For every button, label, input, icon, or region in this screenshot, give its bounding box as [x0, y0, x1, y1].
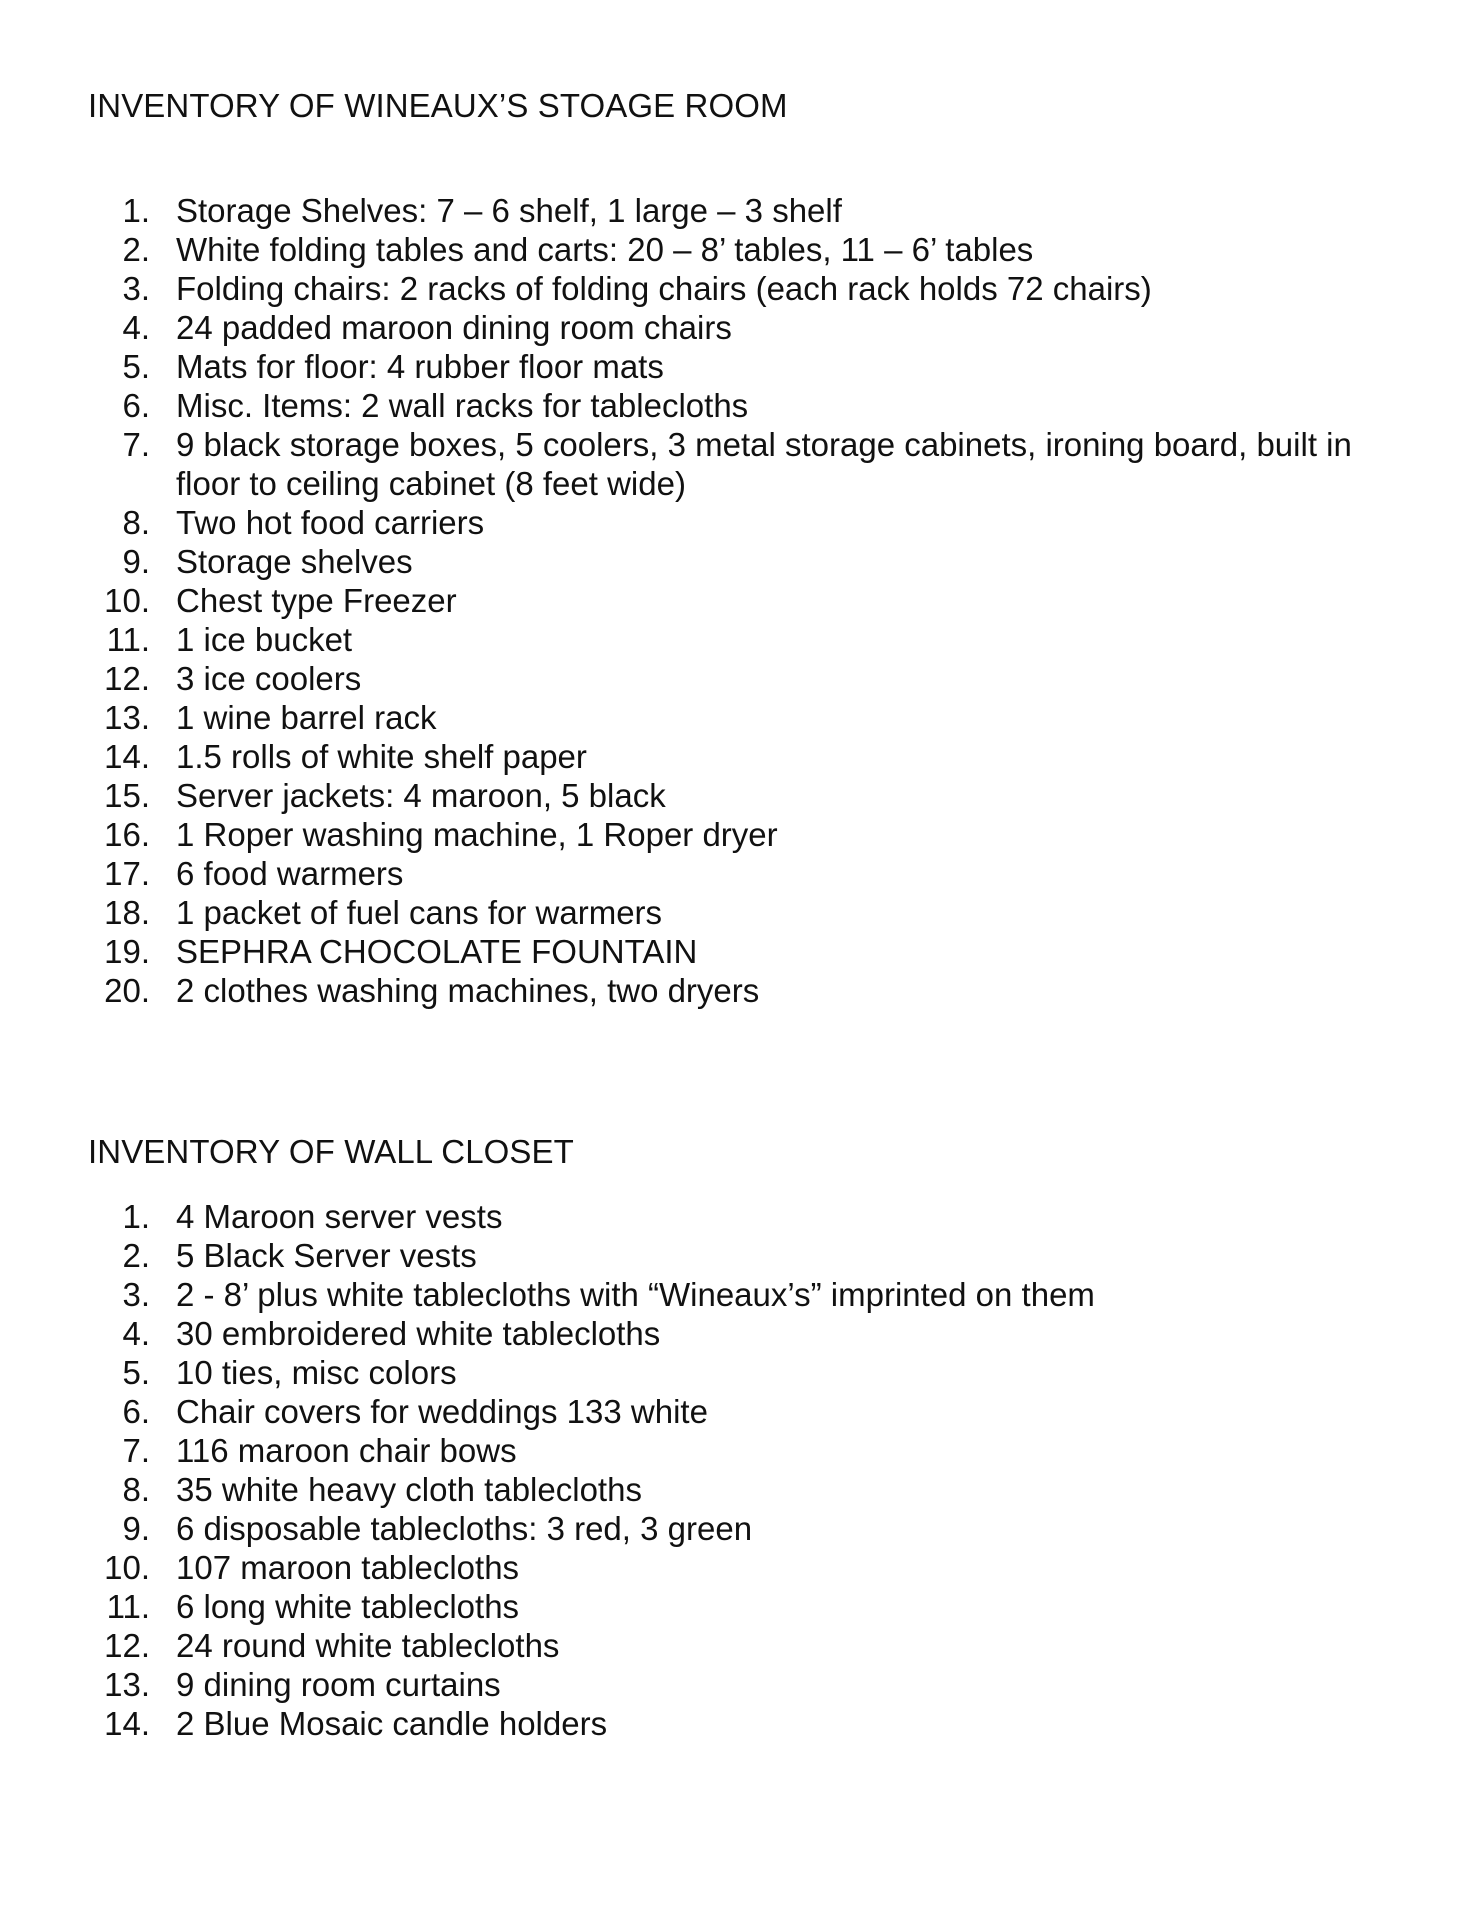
- list-item-number: 7.: [122, 426, 150, 463]
- list-item: [0, 854, 1484, 893]
- list-item-text: Folding chairs: 2 racks of folding chairs (each rack holds 72 chairs): [176, 270, 1152, 307]
- list-item-number: 5.: [122, 348, 150, 385]
- list-item: [0, 620, 1484, 659]
- list-item-number: 1.: [122, 1198, 150, 1235]
- list-item: [0, 815, 1484, 854]
- list-item-text: 2 - 8’ plus white tablecloths with “Wineaux’s” imprinted on them: [176, 1276, 1095, 1313]
- list-item-text: 1 ice bucket: [176, 621, 353, 658]
- list-item-text: 3 ice coolers: [176, 660, 362, 697]
- list-item-text: 107 maroon tablecloths: [176, 1549, 520, 1586]
- list-item-number: 2.: [122, 231, 150, 268]
- list-item: [0, 737, 1484, 776]
- list-item-text: Storage Shelves: 7 – 6 shelf, 1 large – 3 shelf: [176, 192, 842, 229]
- list-item-text: SEPHRA CHOCOLATE FOUNTAIN: [176, 933, 698, 970]
- list-item: [0, 425, 1484, 503]
- list-item-number: 3.: [122, 270, 150, 307]
- list-item: [0, 1197, 1484, 1236]
- list-item-number: 1.: [122, 192, 150, 229]
- list-item-number: 14.: [104, 738, 150, 775]
- list-item-text: 10 ties, misc colors: [176, 1354, 457, 1391]
- list-item-number: 12.: [104, 1627, 150, 1664]
- list-item-number: 15.: [104, 777, 150, 814]
- list-item: [0, 1314, 1484, 1353]
- list-item-number: 10.: [104, 582, 150, 619]
- list-item-text: 6 food warmers: [176, 855, 404, 892]
- list-item: [0, 308, 1484, 347]
- list-item-number: 4.: [122, 309, 150, 346]
- list-item: [0, 659, 1484, 698]
- list-item-number: 19.: [104, 933, 150, 970]
- list-item-number: 10.: [104, 1549, 150, 1586]
- list-item: [0, 1704, 1484, 1743]
- list-item-number: 18.: [104, 894, 150, 931]
- list-item: [0, 1275, 1484, 1314]
- list-item-text: 6 long white tablecloths: [176, 1588, 520, 1625]
- list-item-text: 9 black storage boxes, 5 coolers, 3 metal storage cabinets, ironing board, built in floor to ceiling cabinet (8 feet wide): [176, 426, 1352, 502]
- list-item: [0, 776, 1484, 815]
- list-item: [0, 191, 1484, 230]
- list-item-number: 8.: [122, 504, 150, 541]
- list-item: [0, 269, 1484, 308]
- list-item-text: 4 Maroon server vests: [176, 1198, 503, 1235]
- list-item: [0, 698, 1484, 737]
- list-item-text: 2 Blue Mosaic candle holders: [176, 1705, 608, 1742]
- list-item-text: 116 maroon chair bows: [176, 1432, 517, 1469]
- list-item: [0, 230, 1484, 269]
- list-item-number: 11.: [106, 1588, 150, 1625]
- list-item: [0, 1548, 1484, 1587]
- list-item: [0, 503, 1484, 542]
- wall-closet-heading: INVENTORY OF WALL CLOSET: [88, 1133, 574, 1170]
- list-item-number: 9.: [122, 543, 150, 580]
- list-item-number: 3.: [122, 1276, 150, 1313]
- list-item-text: 35 white heavy cloth tablecloths: [176, 1471, 642, 1508]
- list-item: [0, 893, 1484, 932]
- list-item-number: 12.: [104, 660, 150, 697]
- list-item: [0, 1470, 1484, 1509]
- list-item-number: 17.: [104, 855, 150, 892]
- storage-room-heading: INVENTORY OF WINEAUX’S STOAGE ROOM: [88, 87, 788, 124]
- storage-room-list: [0, 191, 1484, 1010]
- list-item: [0, 1665, 1484, 1704]
- list-item-text: 1.5 rolls of white shelf paper: [176, 738, 587, 775]
- list-item-text: 1 wine barrel rack: [176, 699, 437, 736]
- list-item: [0, 347, 1484, 386]
- list-item-text: Two hot food carriers: [176, 504, 485, 541]
- list-item: [0, 1236, 1484, 1275]
- list-item-number: 4.: [122, 1315, 150, 1352]
- list-item-text: 30 embroidered white tablecloths: [176, 1315, 661, 1352]
- list-item: [0, 932, 1484, 971]
- list-item: [0, 542, 1484, 581]
- list-item: [0, 1509, 1484, 1548]
- list-item-number: 8.: [122, 1471, 150, 1508]
- list-item-text: Misc. Items: 2 wall racks for tablecloths: [176, 387, 749, 424]
- list-item-text: 6 disposable tablecloths: 3 red, 3 green: [176, 1510, 753, 1547]
- list-item: [0, 971, 1484, 1010]
- list-item-number: 6.: [122, 1393, 150, 1430]
- list-item-number: 20.: [104, 972, 150, 1009]
- list-item-number: 6.: [122, 387, 150, 424]
- list-item-number: 16.: [104, 816, 150, 853]
- list-item: [0, 1431, 1484, 1470]
- list-item-text: 1 packet of fuel cans for warmers: [176, 894, 663, 931]
- list-item: [0, 1392, 1484, 1431]
- list-item-number: 11.: [106, 621, 150, 658]
- list-item-number: 5.: [122, 1354, 150, 1391]
- list-item-text: 24 round white tablecloths: [176, 1627, 560, 1664]
- list-item: [0, 386, 1484, 425]
- list-item: [0, 1587, 1484, 1626]
- list-item-number: 9.: [122, 1510, 150, 1547]
- list-item-text: Storage shelves: [176, 543, 413, 580]
- list-item-number: 14.: [104, 1705, 150, 1742]
- list-item-text: Server jackets: 4 maroon, 5 black: [176, 777, 666, 814]
- list-item: [0, 1626, 1484, 1665]
- list-item-text: White folding tables and carts: 20 – 8’ tables, 11 – 6’ tables: [176, 231, 1034, 268]
- list-item-text: 5 Black Server vests: [176, 1237, 477, 1274]
- list-item-text: 1 Roper washing machine, 1 Roper dryer: [176, 816, 778, 853]
- list-item: [0, 581, 1484, 620]
- list-item-number: 2.: [122, 1237, 150, 1274]
- list-item-number: 13.: [104, 699, 150, 736]
- list-item-text: 2 clothes washing machines, two dryers: [176, 972, 760, 1009]
- wall-closet-list: [0, 1197, 1484, 1743]
- list-item-text: Chest type Freezer: [176, 582, 457, 619]
- list-item: [0, 1353, 1484, 1392]
- list-item-number: 13.: [104, 1666, 150, 1703]
- list-item-number: 7.: [122, 1432, 150, 1469]
- list-item-text: Chair covers for weddings 133 white: [176, 1393, 708, 1430]
- list-item-text: Mats for floor: 4 rubber floor mats: [176, 348, 664, 385]
- list-item-text: 24 padded maroon dining room chairs: [176, 309, 732, 346]
- list-item-text: 9 dining room curtains: [176, 1666, 501, 1703]
